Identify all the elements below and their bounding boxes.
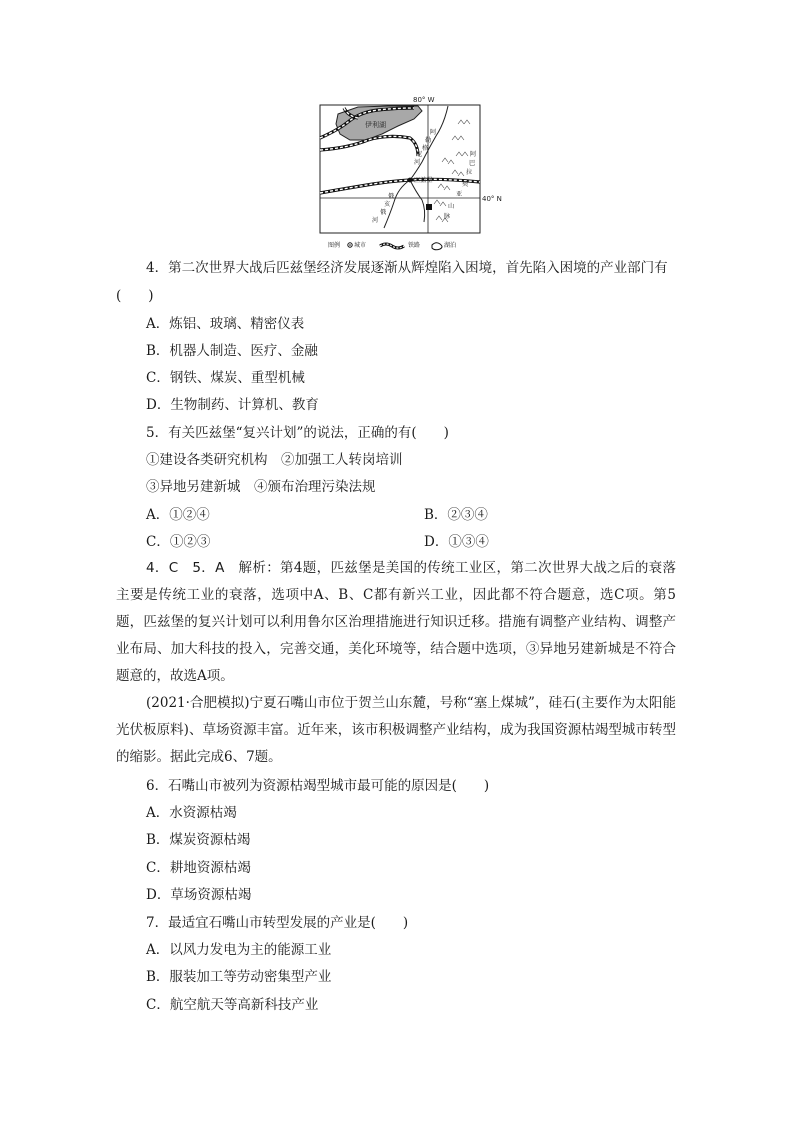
river-ohio-label-1: 俄: [388, 193, 395, 200]
q5-stem: 5．有关匹兹堡“复兴计划”的说法，正确的有( ): [146, 425, 449, 441]
river-ohio-label-2: 亥: [384, 201, 391, 208]
q7-stem: 7．最适宜石嘴山市转型发展的产业是( ): [146, 915, 409, 931]
mountain-label-7: 脉: [444, 213, 451, 220]
q7-option-a: A．以风力发电为主的能源工业: [146, 942, 332, 958]
mountain-label-3: 拉: [466, 169, 473, 176]
river-allegheny-label-5: 河: [414, 159, 421, 166]
river-allegheny-label-3: 格: [422, 145, 429, 152]
mountain-label-5: 亚: [456, 191, 463, 198]
q7-option-c: C．航空航天等高新科技产业: [146, 997, 319, 1013]
city-label: 匹兹堡: [414, 177, 433, 184]
city-marker: [408, 178, 413, 183]
map-figure: [318, 94, 502, 254]
q4-stem: 4．第二次世界大战后匹兹堡经济发展逐渐从辉煌陷入困境，首先陷入困境的产业部门有: [146, 260, 668, 276]
answer-key-4-5: 4．C 5．A: [146, 560, 225, 576]
answer-text-4-5: 解析：第4题，匹兹堡是美国的传统工业区，第二次世界大战之后的衰落主要是传统工业的衰落，选项中A、B、C都有新兴工业，因此都不符合题意，选C项。第5题，匹兹堡的复兴计划可以利用鲁尔区治理措施进行知识迁移。措施有调整产业结构、调整产业布局、加大科技的投入，完善交通，美化环境等，结合题中选项，③异地另建新城是不符合题意的，故选A项。: [116, 560, 677, 684]
river-allegheny-label-4: 尼: [416, 151, 423, 158]
q4-answer-blank: ( ): [116, 288, 154, 304]
q6-stem: 6．石嘴山市被列为资源枯竭型城市最可能的原因是( ): [146, 778, 490, 794]
svg-text:图例: 图例: [328, 242, 341, 249]
q5-option-c: C．①②③: [146, 534, 211, 550]
mountain-label-6: 山: [448, 203, 455, 210]
q6-option-b: B．煤炭资源枯竭: [146, 832, 251, 848]
river-ohio-label-3: 俄: [380, 209, 387, 216]
q5-option-d: D．①③④: [424, 534, 489, 550]
q6-option-d: D．草场资源枯竭: [146, 887, 252, 903]
svg-text:铁路: 铁路: [408, 242, 421, 249]
q5-items-1: ①建设各类研究机构 ②加强工人转岗培训: [146, 452, 403, 468]
q4-option-b: B．机器人制造、医疗、金融: [146, 343, 318, 359]
q6-option-c: C．耕地资源枯竭: [146, 860, 251, 876]
river-allegheny-label-2: 勒: [425, 137, 432, 144]
river-allegheny-label-1: 阿: [430, 129, 437, 136]
svg-text:湖泊: 湖泊: [444, 242, 457, 249]
q5-option-b: B．②③④: [424, 507, 488, 523]
q4-option-d: D．生物制药、计算机、教育: [146, 397, 319, 413]
lon-label: 80° W: [413, 96, 435, 104]
river-mon-label: 河: [372, 217, 379, 224]
study-area-square: [426, 204, 432, 210]
intro-6-7: (2021·合肥模拟)宁夏石嘴山市位于贺兰山东麓，号称“塞上煤城”，硅石(主要作为太阳能光伏板原料)、草场资源丰富。近年来，该市积极调整产业结构，成为我国资源枯竭型城市转型的缩影。据此完成6、7题。: [116, 695, 676, 765]
q7-option-b: B．服装加工等劳动密集型产业: [146, 969, 332, 985]
mountain-label-4: 契: [462, 181, 469, 188]
answer-explanation-4-5: [116, 555, 676, 690]
q4-option-c: C．钢铁、煤炭、重型机械: [146, 370, 305, 386]
lake-label: 伊利湖: [365, 121, 386, 129]
mountain-label-2: 巴: [469, 160, 476, 167]
q4-option-a: A．炼铝、玻璃、精密仪表: [146, 316, 305, 332]
q5-items-2: ③异地另建新城 ④颁布治理污染法规: [146, 479, 376, 495]
lat-label: 40° N: [482, 195, 502, 203]
q5-option-a: A．①②④: [146, 507, 210, 523]
map-legend: [328, 241, 456, 250]
svg-text:城市: 城市: [354, 242, 367, 249]
mountain-label-1: 阿: [470, 151, 477, 158]
q6-option-a: A．水资源枯竭: [146, 805, 237, 821]
